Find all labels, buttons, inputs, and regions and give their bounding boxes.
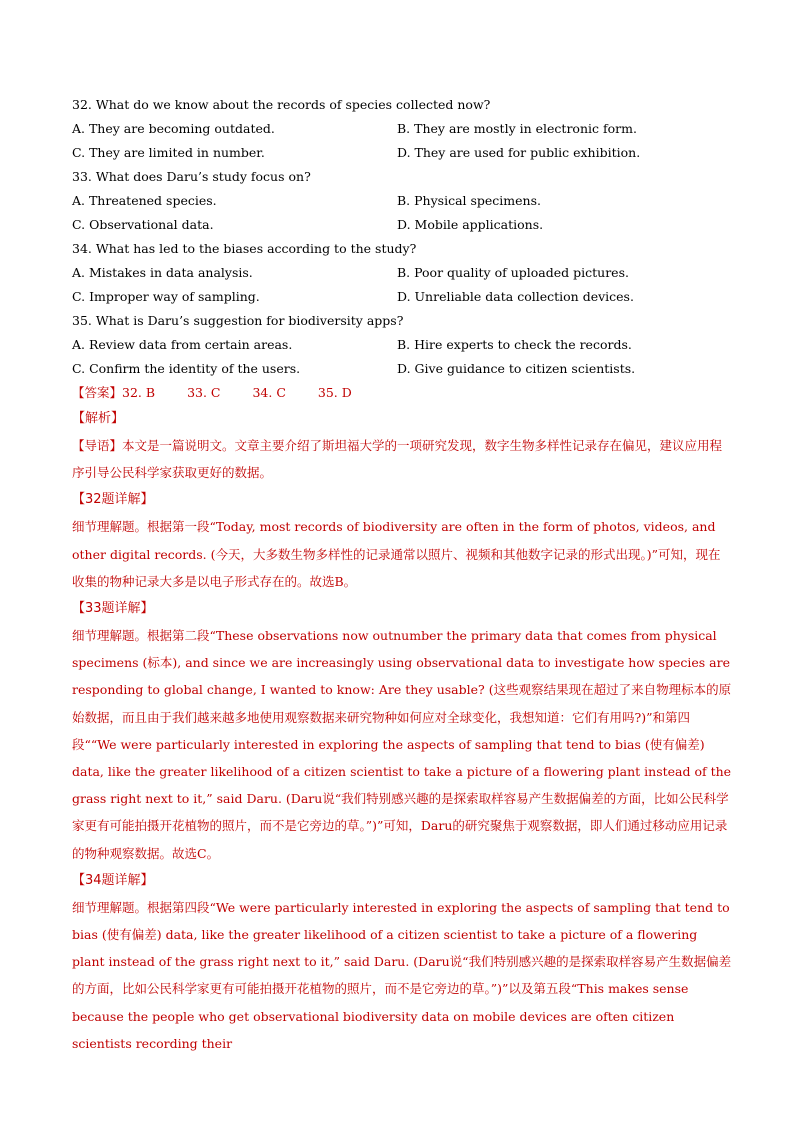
q34-heading: 【34题详解】 — [72, 872, 154, 888]
option-34-a: A. Mistakes in data analysis. — [72, 265, 253, 280]
option-35-b: B. Hire experts to check the records. — [397, 337, 632, 352]
option-32-b: B. They are mostly in electronic form. — [397, 121, 637, 136]
option-35-d: D. Give guidance to citizen scientists. — [397, 361, 636, 376]
question-34-options-row-1 — [72, 261, 732, 285]
option-35-a: A. Review data from certain areas. — [72, 337, 293, 352]
option-33-a: A. Threatened species. — [72, 193, 217, 208]
answer-35: 35. D — [317, 385, 352, 400]
question-34-options-row-2 — [72, 285, 732, 309]
option-33-b: B. Physical specimens. — [397, 193, 541, 208]
question-32-options-row-2 — [72, 141, 732, 165]
q33-heading: 【33题详解】 — [72, 601, 154, 617]
option-32-c: C. They are limited in number. — [72, 145, 265, 160]
question-33-options-row-1 — [72, 189, 732, 213]
option-34-d: D. Unreliable data collection devices. — [397, 289, 634, 304]
option-35-c: C. Confirm the identity of the users. — [72, 361, 301, 376]
option-32-d: D. They are used for public exhibition. — [397, 145, 641, 160]
document-page — [72, 93, 732, 1057]
analysis-heading: 【解析】 — [72, 411, 125, 426]
question-33-options-row-2 — [72, 213, 732, 237]
question-33-stem: 33. What does Daru’s study focus on? — [72, 169, 311, 184]
question-32-options-row-1 — [72, 117, 732, 141]
question-35-stem: 35. What is Daru’s suggestion for biodiversity apps? — [72, 313, 404, 328]
q34-explanation: 细节理解题。根据第四段“We were particularly interested in exploring the aspects of sampling that tend to bias (使有偏差) data, like the greater likelihood of a citizen scientist to take a picture of a flowering plant instead of the grass right next to it,” said Daru. (Daru说“我们特别感兴趣的是探索取样容易产生数据偏差的方面，比如公民科学家更有可能拍摄开花植物的照片，而不是它旁边的草。”)”以及第五段“This makes sense because the people who get observational biodiversity data on mobile devices are often citizen scientists recording their — [72, 899, 732, 1051]
question-32-stem: 32. What do we know about the records of species collected now? — [72, 97, 491, 112]
guide-paragraph: 【导语】本文是一篇说明文。文章主要介绍了斯坦福大学的一项研究发现，数字生物多样性记录存在偏见，建议应用程序引导公民科学家获取更好的数据。 — [72, 438, 723, 481]
answer-key — [72, 381, 732, 405]
answer-33: 33. C — [187, 385, 221, 400]
option-32-a: A. They are becoming outdated. — [72, 121, 275, 136]
answer-32: 32. B — [122, 385, 156, 400]
question-35-options-row-1 — [72, 333, 732, 357]
option-33-c: C. Observational data. — [72, 217, 214, 232]
option-34-b: B. Poor quality of uploaded pictures. — [397, 265, 629, 280]
q32-heading: 【32题详解】 — [72, 492, 154, 508]
answer-34: 34. C — [252, 385, 286, 400]
option-33-d: D. Mobile applications. — [397, 217, 544, 232]
answer-label: 【答案】 — [72, 385, 123, 400]
q33-explanation: 细节理解题。根据第二段“These observations now outnumber the primary data that comes from physical specimens (标本), and since we are increasingly using observational data to investigate how species are responding to global change, I wanted to know: Are they usable? (这些观察结果现在超过了来自物理标本的原始数据，而且由于我们越来越多地使用观察数据来研究物种如何应对全球变化，我想知道：它们有用吗?)”和第四段““We were particularly interested in exploring the aspects of sampling that tend to bias (使有偏差) data, like the greater likelihood of a citizen scientist to take a picture of a flowering plant instead of the grass right next to it,” said Daru. (Daru说“我们特别感兴趣的是探索取样容易产生数据偏差的方面，比如公民科学家更有可能拍摄开花植物的照片，而不是它旁边的草。”)”可知，Daru的研究聚焦于观察数据，即人们通过移动应用记录的物种观察数据。故选C。 — [72, 628, 732, 861]
q32-explanation: 细节理解题。根据第一段“Today, most records of biodiversity are often in the form of photos, videos, and other digital records. (今天，大多数生物多样性的记录通常以照片、视频和其他数字记录的形式出现。)”可知，现在收集的物种记录大多是以电子形式存在的。故选B。 — [72, 519, 721, 589]
question-35-options-row-2 — [72, 357, 732, 381]
question-34-stem: 34. What has led to the biases according to the study? — [72, 241, 417, 256]
option-34-c: C. Improper way of sampling. — [72, 289, 260, 304]
